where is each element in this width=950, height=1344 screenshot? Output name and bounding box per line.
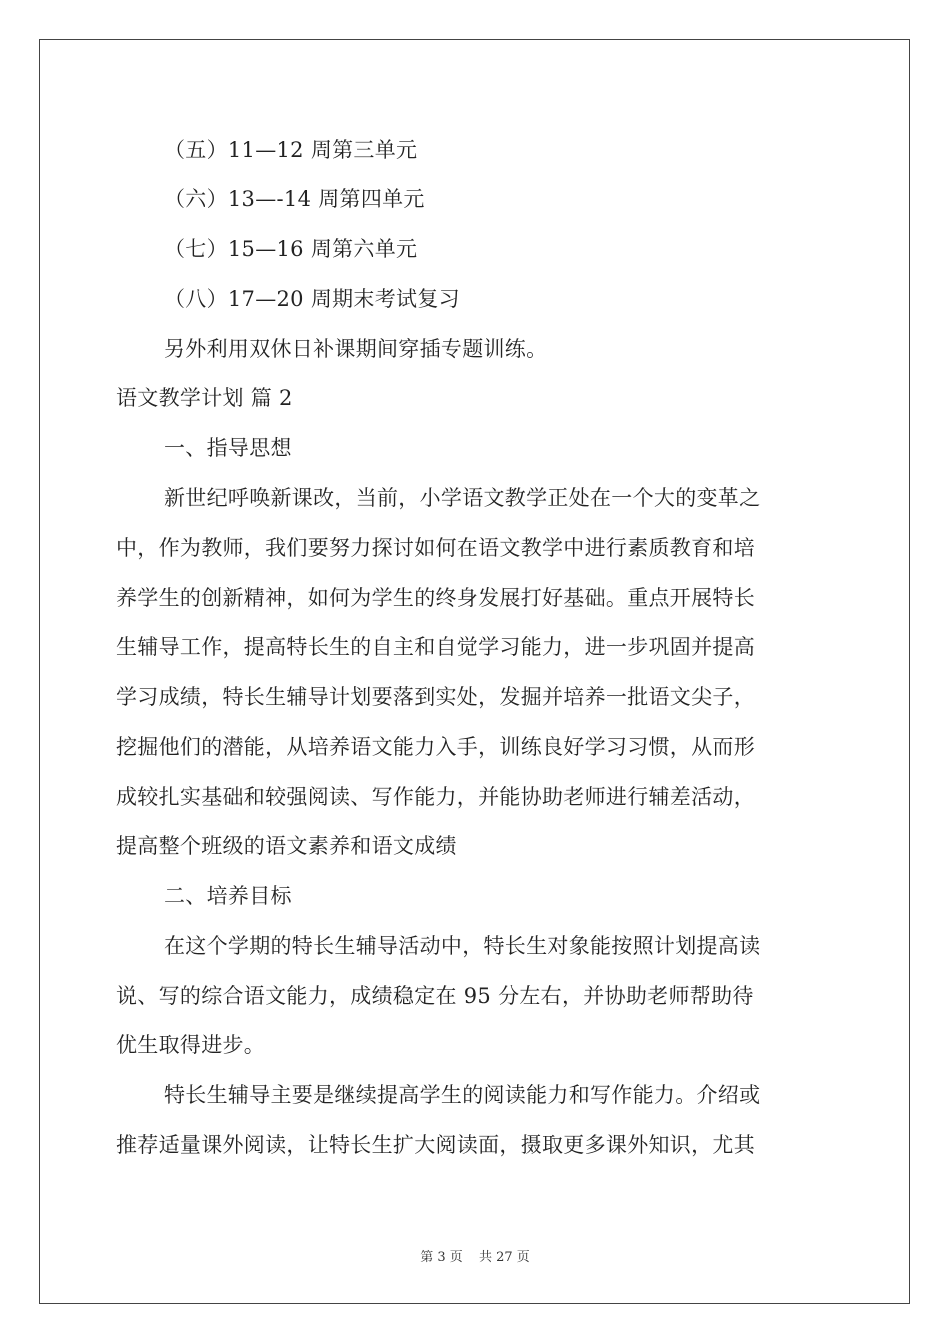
paragraph-line: 另外利用双休日补课期间穿插专题训练。	[164, 337, 548, 361]
page-footer	[0, 1246, 950, 1265]
paragraph-line: 特长生辅导主要是继续提高学生的阅读能力和写作能力。介绍或	[164, 1083, 761, 1107]
schedule-item-5: （五）11—12 周第三单元	[164, 138, 418, 162]
paragraph-line: 优生取得进步。	[116, 1033, 266, 1057]
paragraph-line: 成较扎实基础和较强阅读、写作能力，并能协助老师进行辅差活动，	[116, 785, 755, 809]
page-border	[39, 39, 910, 1304]
section-title: 语文教学计划 篇 2	[116, 386, 293, 410]
heading-guiding-thought: 一、指导思想	[164, 436, 292, 460]
paragraph-line: 说、写的综合语文能力，成绩稳定在 95 分左右，并协助老师帮助待	[116, 984, 754, 1008]
paragraph-line: 养学生的创新精神，如何为学生的终身发展打好基础。重点开展特长	[116, 586, 755, 610]
schedule-item-7: （七）15—16 周第六单元	[164, 237, 418, 261]
paragraph-line: 在这个学期的特长生辅导活动中，特长生对象能按照计划提高读	[164, 934, 761, 958]
paragraph-line: 新世纪呼唤新课改，当前，小学语文教学正处在一个大的变革之	[164, 486, 761, 510]
schedule-item-8: （八）17—20 周期末考试复习	[164, 287, 460, 311]
schedule-item-6: （六）13—-14 周第四单元	[164, 187, 425, 211]
paragraph-line: 提高整个班级的语文素养和语文成绩	[116, 834, 457, 858]
paragraph-line: 中，作为教师，我们要努力探讨如何在语文教学中进行素质教育和培	[116, 536, 755, 560]
paragraph-line: 挖掘他们的潜能，从培养语文能力入手，训练良好学习习惯，从而形	[116, 735, 755, 759]
paragraph-line: 生辅导工作，提高特长生的自主和自觉学习能力，进一步巩固并提高	[116, 635, 755, 659]
paragraph-line: 学习成绩，特长生辅导计划要落到实处，发掘并培养一批语文尖子，	[116, 685, 755, 709]
page-number: 第 3 页	[420, 1250, 463, 1265]
page-total: 共 27 页	[478, 1250, 530, 1265]
paragraph-line: 推荐适量课外阅读，让特长生扩大阅读面，摄取更多课外知识，尤其	[116, 1133, 755, 1157]
heading-training-goals: 二、培养目标	[164, 884, 292, 908]
